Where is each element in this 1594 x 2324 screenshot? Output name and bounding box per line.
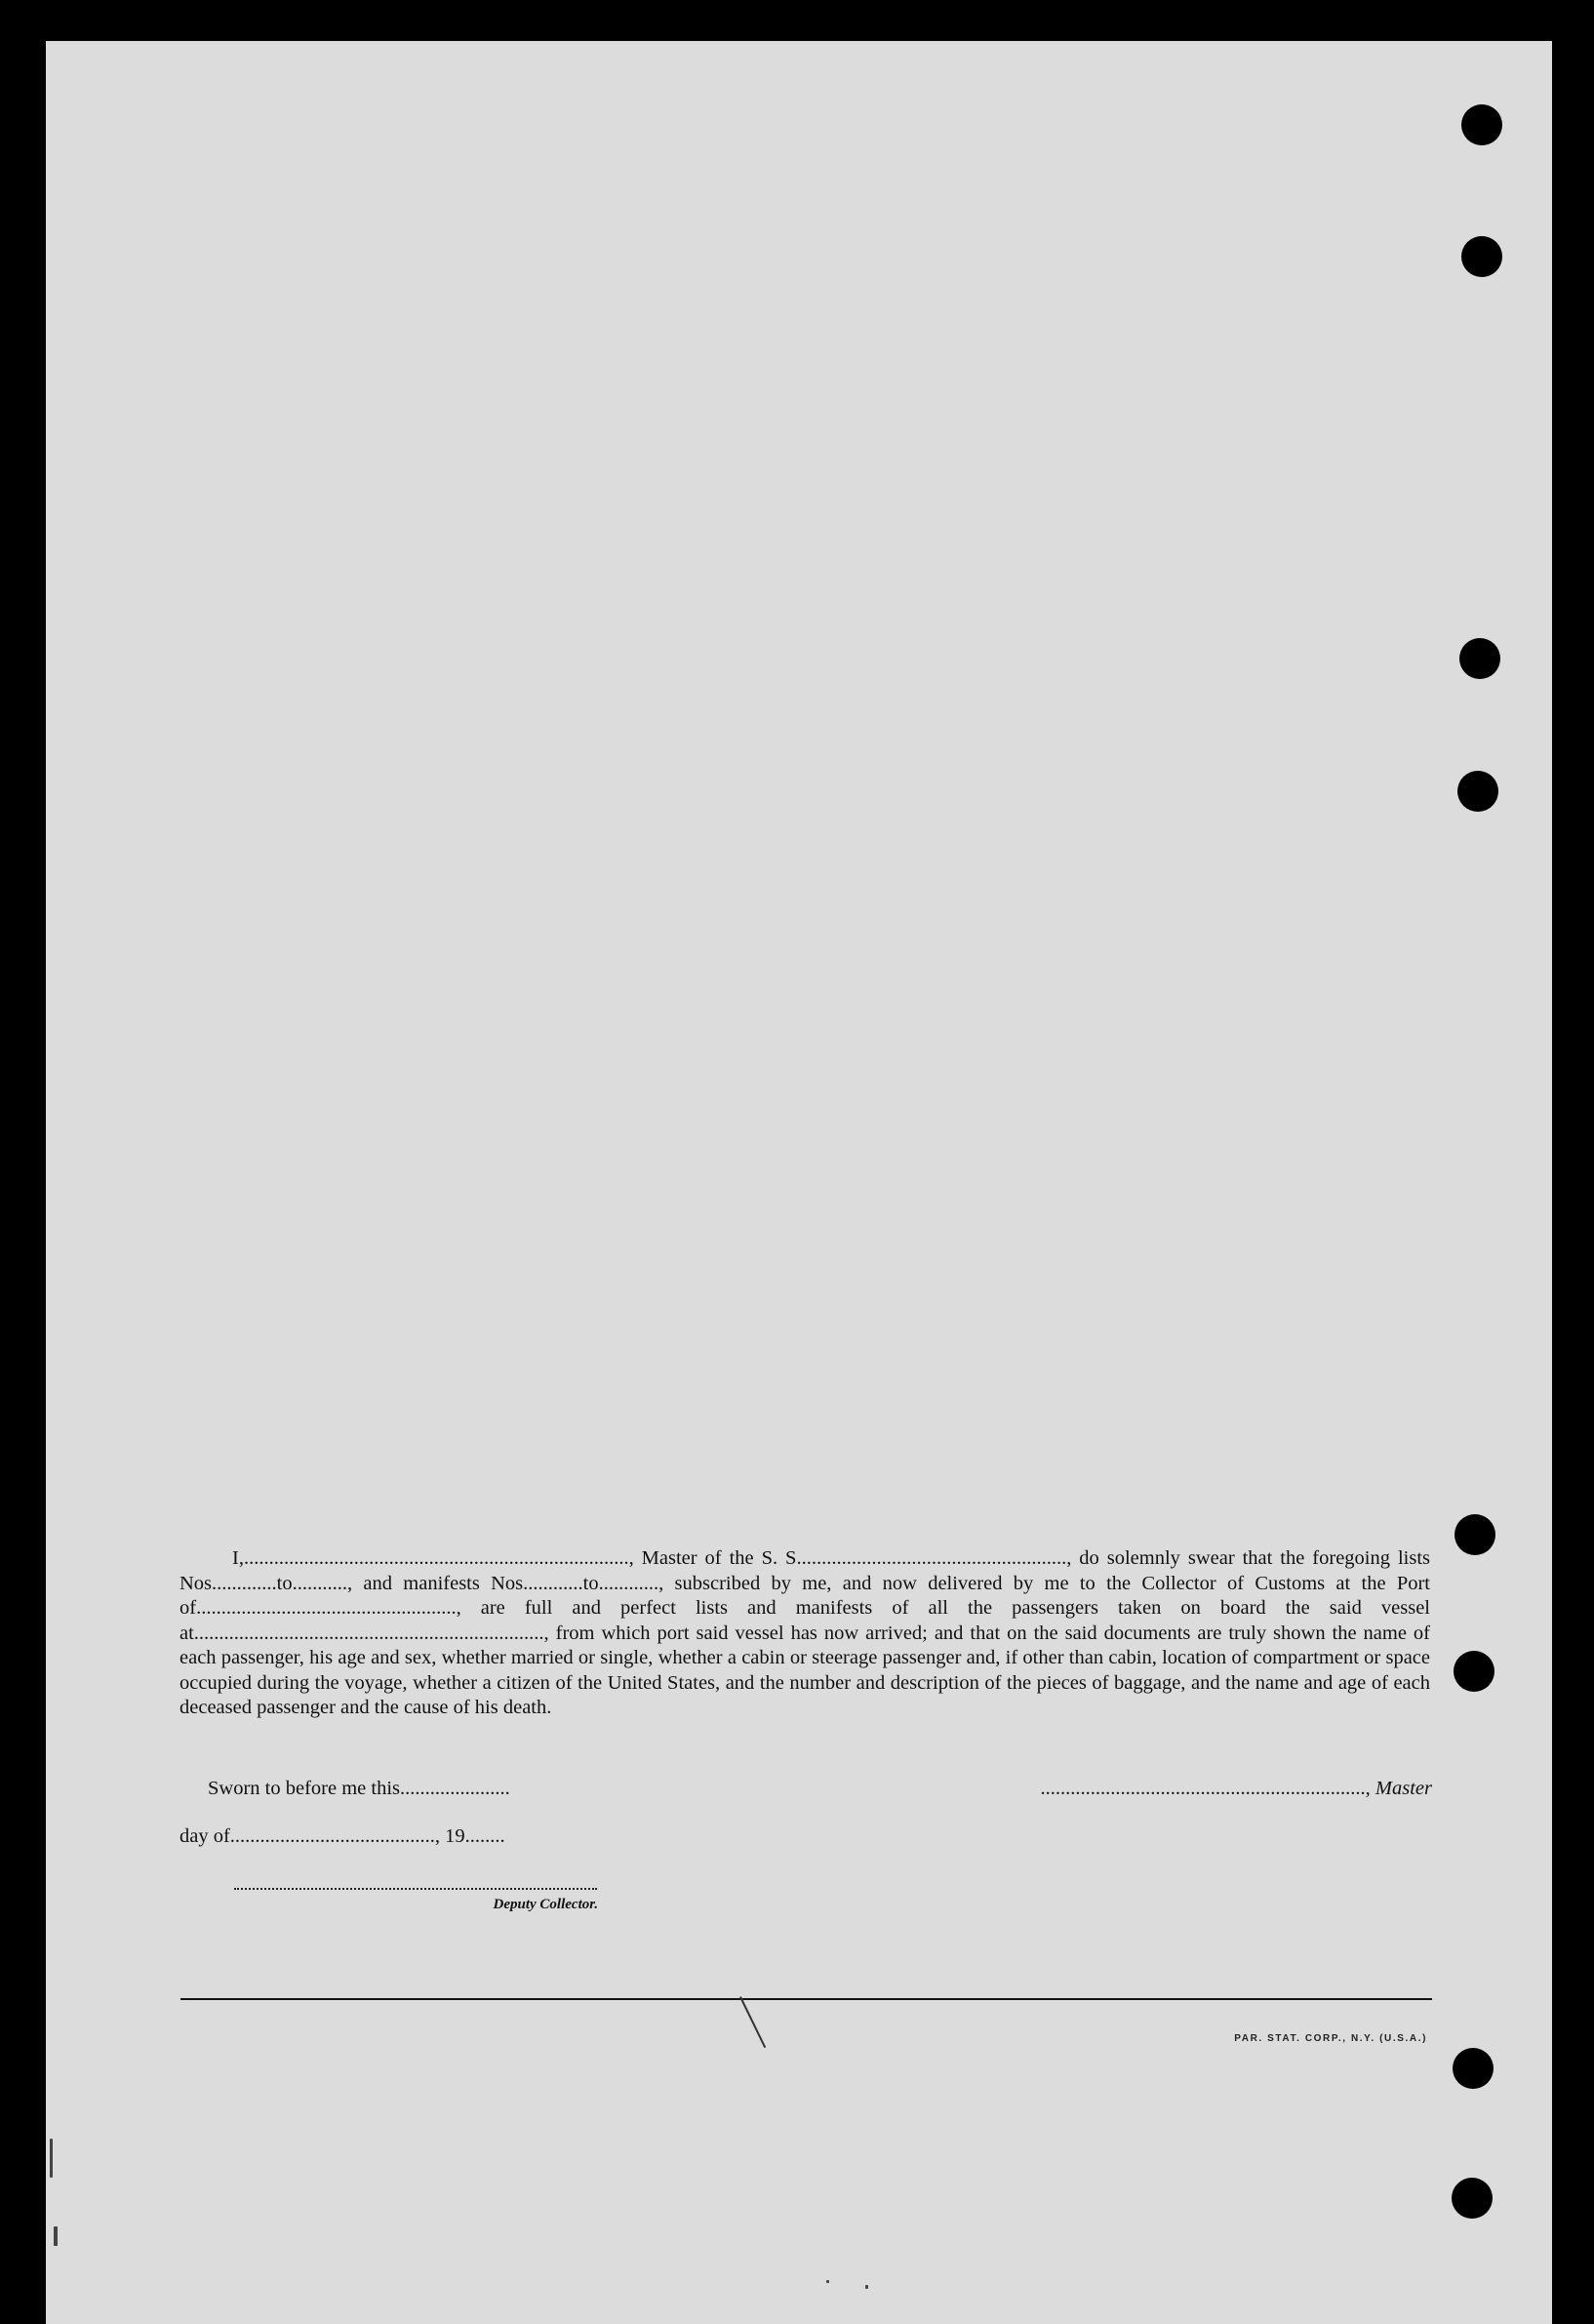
punch-hole xyxy=(1453,2048,1494,2089)
punch-hole xyxy=(1452,2178,1493,2219)
scan-speck xyxy=(826,2280,829,2283)
oath-text: I,............................................................................., Master of the S. S......................................................, do solemnly swear that the foregoing lists Nos.............to..........., and manifests Nos............to............, subscribed by me, and now delivered by me to the Collector of Customs at the Port of...................................................., are full and perfect lists and manifests of all the passengers taken on board the said vessel at......................................................................, from which port said vessel has now arrived; and that on the said documents are truly shown the name of each passenger, his age and sex, whether married or single, whether a cabin or steerage passenger and, if other than cabin, location of compartment or space occupied during the voyage, whether a citizen of the United States, and the number and description of the pieces of baggage, and the name and age of each deceased passenger and the cause of his death. xyxy=(179,1547,1430,1718)
punch-hole xyxy=(1459,638,1500,679)
scan-speck xyxy=(50,2139,53,2178)
printer-imprint: PAR. STAT. CORP., N.Y. (U.S.A.) xyxy=(1234,2033,1427,2044)
document-page xyxy=(46,41,1552,2324)
master-label: Master xyxy=(1375,1778,1432,1799)
scan-speck xyxy=(54,2226,58,2246)
sworn-before-line: Sworn to before me this...................... xyxy=(208,1778,510,1799)
punch-hole xyxy=(1461,104,1502,145)
punch-hole xyxy=(1454,1651,1494,1692)
punch-hole xyxy=(1455,1514,1495,1555)
day-of-line: day of........................................., 19........ xyxy=(179,1825,505,1847)
scan-scratch xyxy=(739,1996,766,2048)
master-signature-dots: ................................................................., xyxy=(1040,1778,1371,1799)
master-signature-line xyxy=(1041,1778,1432,1800)
scan-speck xyxy=(865,2285,868,2289)
oath-paragraph xyxy=(179,1546,1430,1721)
punch-hole xyxy=(1457,771,1498,812)
deputy-collector-label: Deputy Collector. xyxy=(493,1897,598,1912)
deputy-signature-line xyxy=(234,1888,597,1890)
footer-rule xyxy=(180,1998,1432,2000)
punch-hole xyxy=(1461,236,1502,277)
